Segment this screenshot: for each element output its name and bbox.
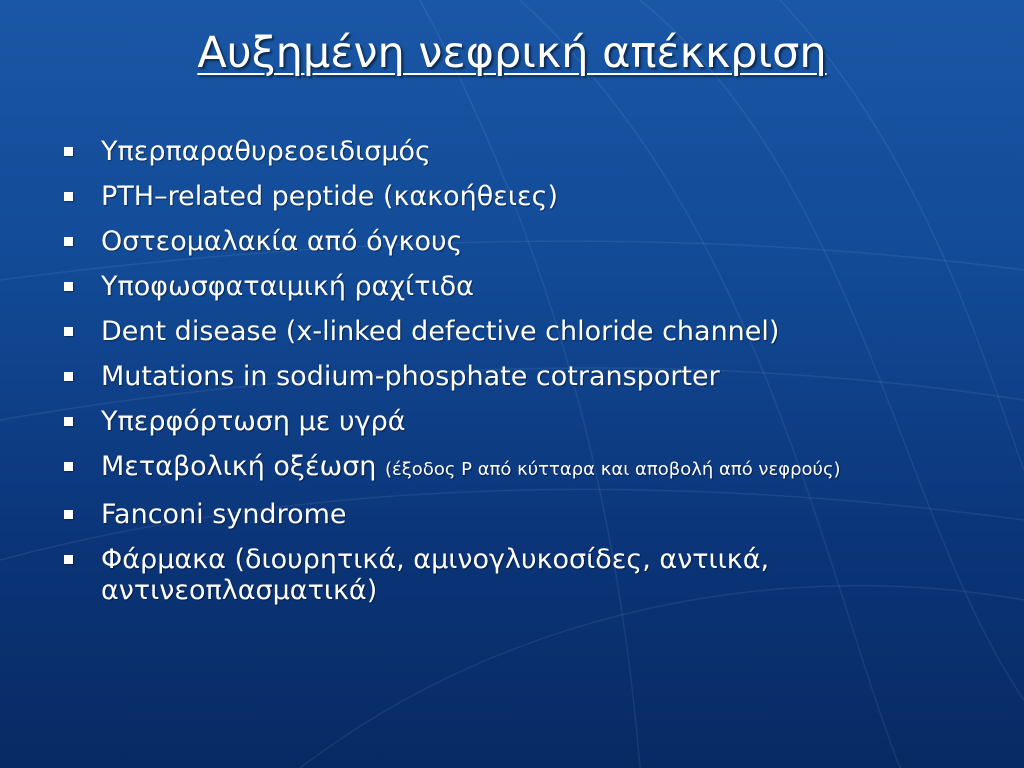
bullet-item (60, 181, 960, 212)
bullet-text: Φάρμακα (διουρητικά, αμινογλυκοσίδες, αντιικά, αντινεοπλασματικά) (101, 544, 770, 606)
square-bullet-icon (64, 372, 73, 381)
bullet-item (60, 406, 960, 437)
bullet-item (60, 316, 960, 347)
slide-title: Αυξημένη νεφρική απέκκριση (197, 28, 827, 78)
bullet-item (60, 226, 960, 257)
bullet-item (60, 136, 960, 167)
square-bullet-icon (64, 147, 73, 156)
bullet-item (60, 499, 960, 530)
square-bullet-icon (64, 417, 73, 426)
bullet-item (60, 451, 960, 485)
bullet-text: Dent disease (x-linked defective chloride channel) (101, 316, 780, 347)
bullet-item (60, 271, 960, 302)
bullet-text: Υπερφόρτωση με υγρά (101, 406, 406, 437)
square-bullet-icon (64, 282, 73, 291)
square-bullet-icon (64, 192, 73, 201)
bullet-item (60, 544, 960, 606)
square-bullet-icon (64, 327, 73, 336)
square-bullet-icon (64, 237, 73, 246)
bullet-text: Fanconi syndrome (101, 499, 347, 530)
bullet-text: Υπερπαραθυρεοειδισμός (101, 136, 431, 167)
square-bullet-icon (64, 462, 73, 471)
bullet-text: Mutations in sodium-phosphate cotransporter (101, 361, 720, 392)
bullet-text: Οστεομαλακία από όγκους (101, 226, 463, 257)
bullet-list (60, 136, 960, 620)
bullet-text: Υποφωσφαταιμική ραχίτιδα (101, 271, 474, 302)
square-bullet-icon (64, 555, 73, 564)
bullet-text: Μεταβολική οξέωση (101, 451, 377, 482)
bullet-text: PTH–related peptide (κακοήθειες) (101, 181, 558, 212)
square-bullet-icon (64, 510, 73, 519)
bullet-note: (έξοδος P από κύτταρα και αποβολή από νεφρούς) (385, 459, 841, 480)
bullet-item (60, 361, 960, 392)
